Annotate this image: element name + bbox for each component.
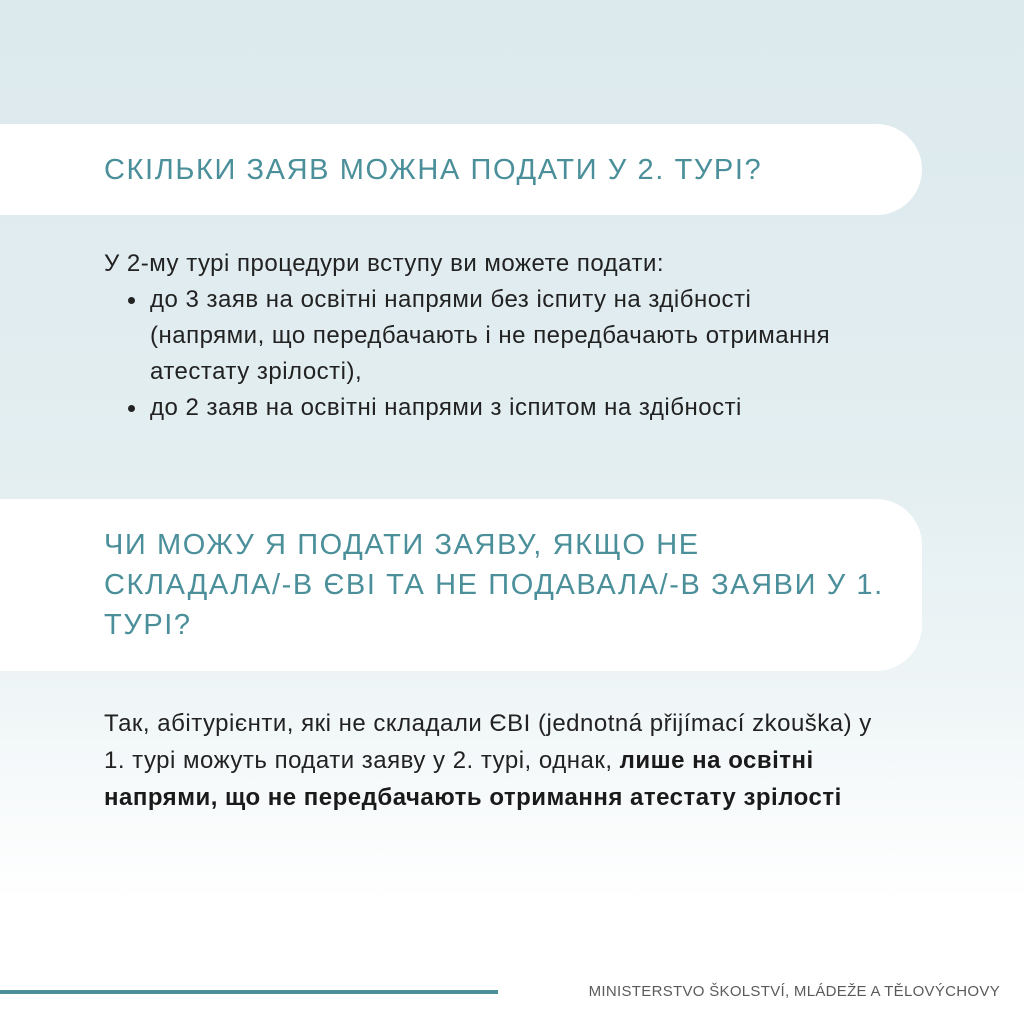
footer-divider xyxy=(0,990,498,994)
answer-bullet-list xyxy=(104,282,864,426)
answer-text-regular: Так, абітурієнти, які не складали ЄВІ (jednotná přijímací zkouška) у 1. турі можуть подати заяву у 2. турі, однак, xyxy=(104,710,872,774)
answer-block-1 xyxy=(104,246,864,426)
answer-block-2 xyxy=(104,705,884,816)
list-item: до 2 заяв на освітні напрями з іспитом на здібності xyxy=(150,390,864,426)
answer-intro: У 2-му турі процедури вступу ви можете подати: xyxy=(104,250,665,277)
question-banner-1 xyxy=(0,124,922,215)
ministry-name: MINISTERSTVO ŠKOLSTVÍ, MLÁDEŽE A TĚLOVÝCHOVY xyxy=(588,983,1000,1000)
question-banner-2 xyxy=(0,499,922,671)
answer-text-emphasis: лише на освітні напрями, що не передбачають отримання атестату зрілості xyxy=(104,747,842,811)
question-heading-1: СКІЛЬКИ ЗАЯВ МОЖНА ПОДАТИ У 2. ТУРІ? xyxy=(104,153,763,186)
list-item: до 3 заяв на освітні напрями без іспиту на здібності (напрями, що передбачають і не передбачають отримання атестату зрілості), xyxy=(150,282,864,390)
question-heading-2: ЧИ МОЖУ Я ПОДАТИ ЗАЯВУ, ЯКЩО НЕ СКЛАДАЛА/-В ЄВІ ТА НЕ ПОДАВАЛА/-В ЗАЯВИ У 1. ТУРІ? xyxy=(104,529,884,641)
